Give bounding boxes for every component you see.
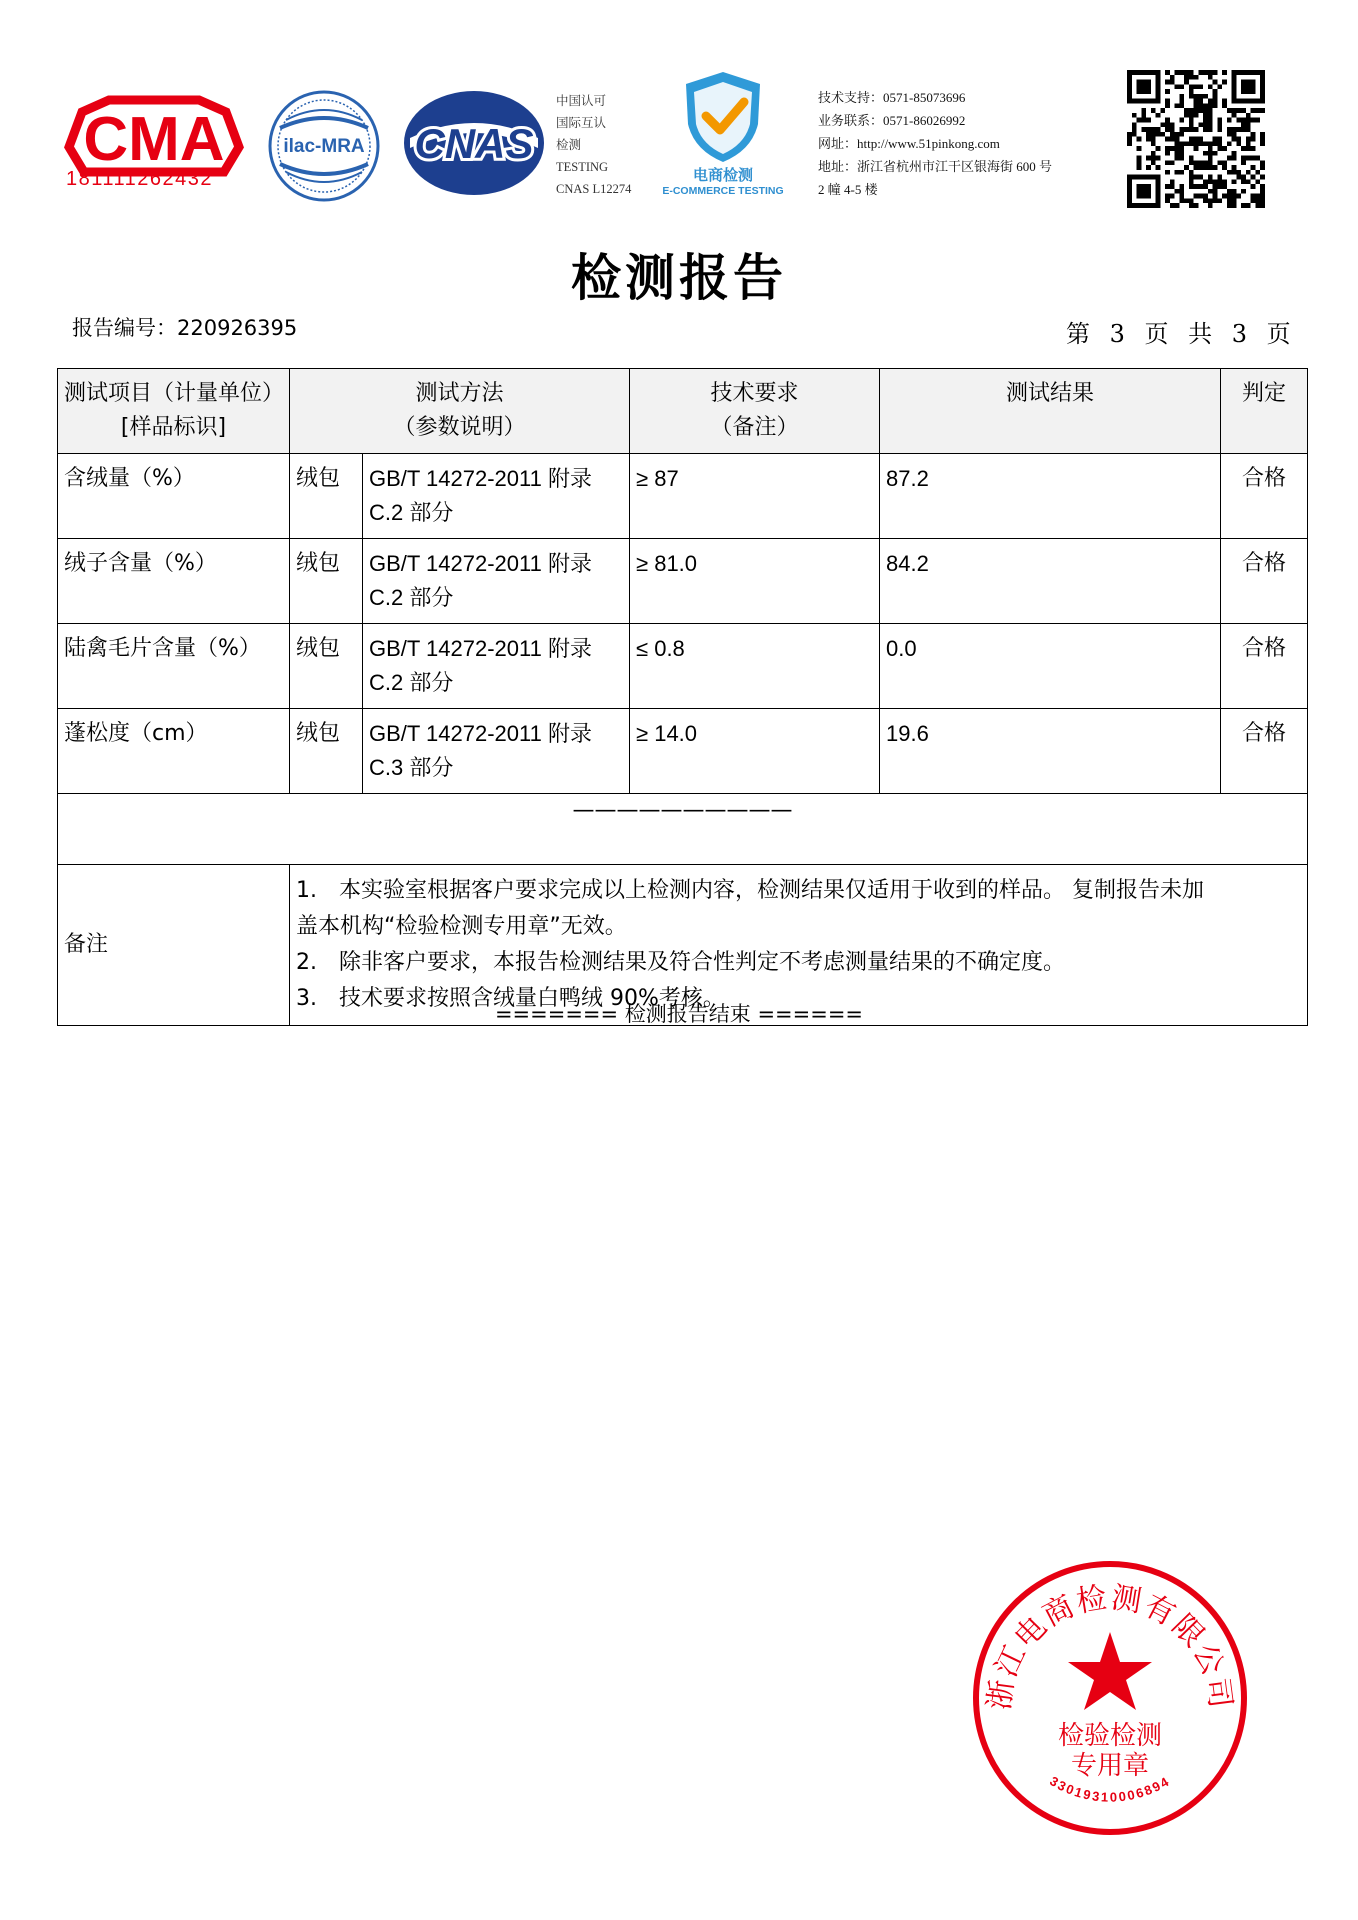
sample-cell: 绒包 — [290, 454, 363, 539]
header-item: 测试项目（计量单位） [样品标识] — [58, 369, 290, 454]
result-cell: 84.2 — [880, 539, 1221, 624]
note-line: 盖本机构“检验检测专用章”无效。 — [296, 914, 627, 939]
ec-logo-subtitle: E-COMMERCE TESTING — [662, 185, 784, 196]
header-result: 测试结果 — [880, 369, 1221, 454]
cnas-logo — [400, 88, 548, 198]
cnas-caption-line: 中国认可 — [556, 94, 607, 108]
website-line[interactable]: 网址：http://www.51pinkong.com — [818, 136, 1000, 151]
judgement-cell: 合格 — [1221, 624, 1308, 709]
method-cell: GB/T 14272-2011 附录 C.2 部分 — [363, 454, 630, 539]
header-requirement: 技术要求 （备注） — [630, 369, 880, 454]
blank-row — [58, 794, 1308, 865]
header-judgement: 判定 — [1221, 369, 1308, 454]
note-line: 2. 除非客户要求，本报告检测结果及符合性判定不考虑测量结果的不确定度。 — [296, 950, 1065, 975]
item-cell: 蓬松度（cm） — [58, 709, 290, 794]
ec-logo-title: 电商检测 — [692, 166, 754, 184]
requirement-cell: ≥ 87 — [630, 454, 880, 539]
note-line: 3. 技术要求按照含绒量白鸭绒 90%考核。 — [296, 986, 725, 1011]
item-cell: 绒子含量（%） — [58, 539, 290, 624]
cnas-logo-text: CNAS — [414, 120, 534, 167]
table-header-row — [58, 369, 1308, 454]
cma-number: 181111262432 — [66, 168, 214, 190]
item-cell: 含绒量（%） — [58, 454, 290, 539]
item-cell: 陆禽毛片含量（%） — [58, 624, 290, 709]
requirement-cell: ≤ 0.8 — [630, 624, 880, 709]
contact-info — [818, 86, 1052, 201]
official-seal — [970, 1558, 1250, 1838]
judgement-cell: 合格 — [1221, 709, 1308, 794]
seal-purpose-2: 专用章 — [1070, 1751, 1150, 1781]
seal-purpose: 检验检测 — [1057, 1721, 1163, 1751]
note-line: 1. 本实验室根据客户要求完成以上检测内容，检测结果仅适用于收到的样品。 复制报告未加 — [296, 878, 1204, 903]
address-line: 地址：浙江省杭州市江干区银海街 600 号 — [818, 159, 1053, 174]
result-cell: 0.0 — [880, 624, 1221, 709]
ilac-logo-text: ilac-MRA — [283, 136, 365, 157]
ecommerce-testing-logo — [648, 66, 798, 196]
cma-logo-text: CMA — [83, 105, 225, 174]
cnas-caption — [556, 90, 631, 200]
blank-row-dash: —————————— — [58, 794, 1308, 865]
page-title: 检测报告 — [571, 248, 787, 307]
address-line-2: 2 幢 4-5 楼 — [818, 182, 878, 197]
result-cell: 19.6 — [880, 709, 1221, 794]
table-row — [58, 709, 1308, 794]
requirement-cell: ≥ 14.0 — [630, 709, 880, 794]
tech-support-line: 技术支持：0571-85073696 — [818, 90, 966, 105]
sample-cell: 绒包 — [290, 624, 363, 709]
business-line: 业务联系：0571-86026992 — [818, 113, 966, 128]
qr-code-icon — [1127, 70, 1265, 208]
table-row — [58, 454, 1308, 539]
judgement-cell: 合格 — [1221, 539, 1308, 624]
requirement-cell: ≥ 81.0 — [630, 539, 880, 624]
judgement-cell: 合格 — [1221, 454, 1308, 539]
notes-label: 备注 — [58, 865, 290, 1026]
report-end-marker: ======= 检测报告结束 ====== — [494, 1002, 864, 1026]
table-row — [58, 624, 1308, 709]
cnas-caption-line: 检测 — [556, 138, 582, 152]
star-icon — [1068, 1632, 1152, 1710]
result-cell: 87.2 — [880, 454, 1221, 539]
method-cell: GB/T 14272-2011 附录 C.2 部分 — [363, 624, 630, 709]
table-row — [58, 539, 1308, 624]
page-info: 第 3 页 共 3 页 — [1066, 320, 1297, 348]
report-number: 报告编号：220926395 — [72, 316, 298, 340]
results-table — [57, 368, 1308, 1026]
sample-cell: 绒包 — [290, 709, 363, 794]
cnas-caption-line: TESTING — [556, 160, 609, 174]
seal-number: 3301931000689​4 — [1047, 1773, 1173, 1805]
sample-cell: 绒包 — [290, 539, 363, 624]
seal-company-name: 浙江电商检测有限公司 — [981, 1580, 1239, 1713]
cnas-caption-line: CNAS L12274 — [556, 182, 632, 196]
method-cell: GB/T 14272-2011 附录 C.3 部分 — [363, 709, 630, 794]
header-method: 测试方法 （参数说明） — [290, 369, 630, 454]
ilac-mra-logo — [266, 88, 382, 204]
cnas-caption-line: 国际互认 — [556, 116, 607, 130]
method-cell: GB/T 14272-2011 附录 C.2 部分 — [363, 539, 630, 624]
